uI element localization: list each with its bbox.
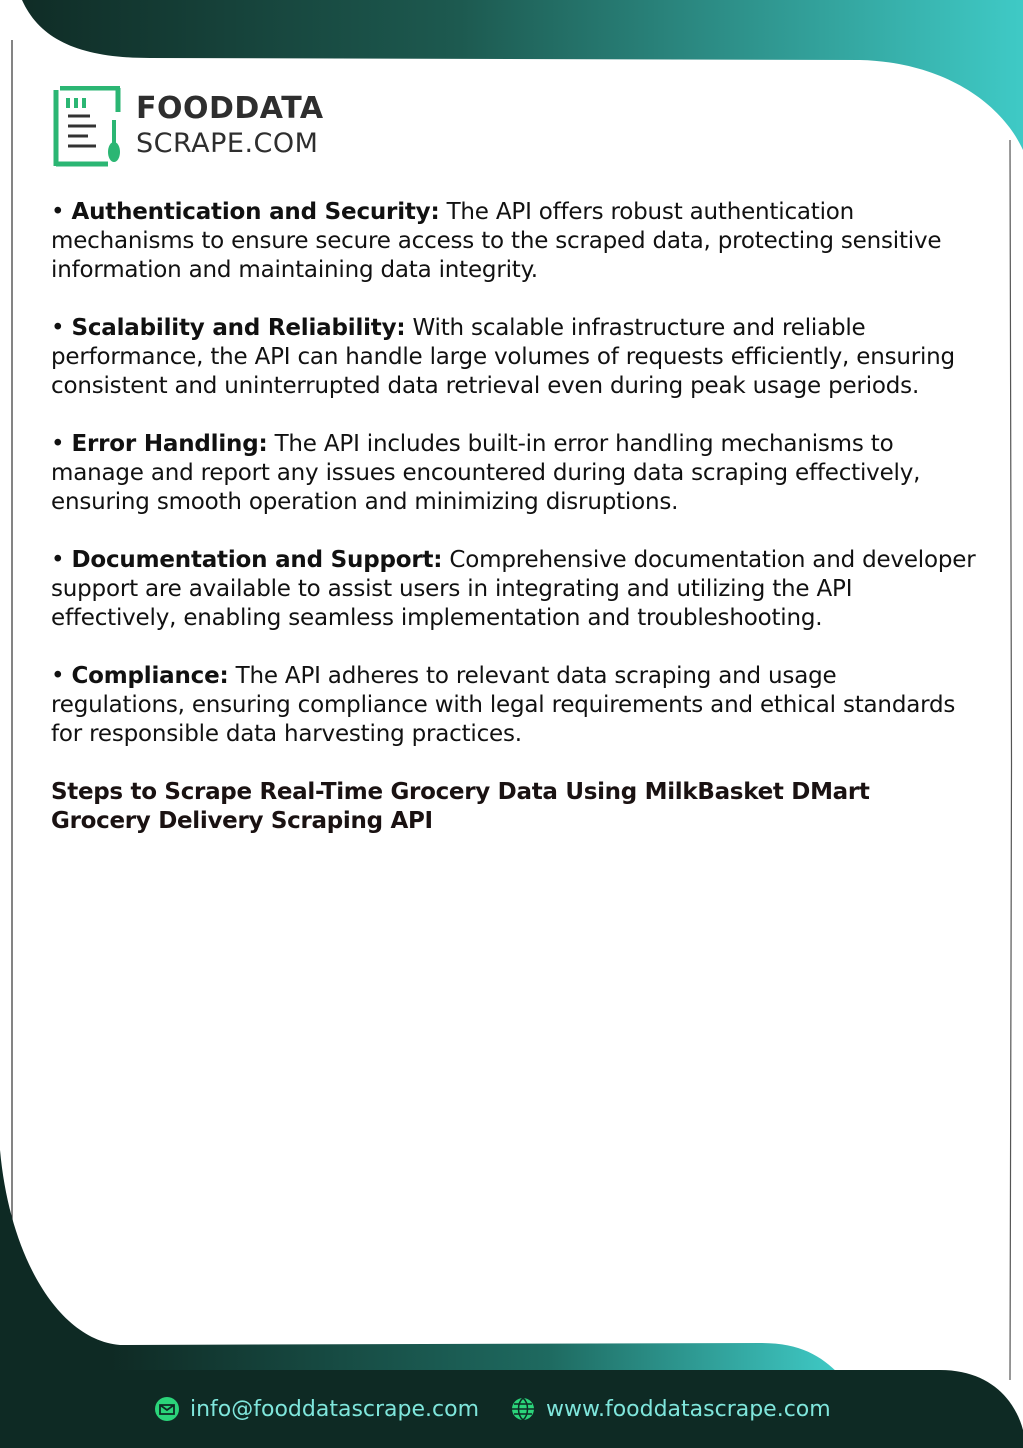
email-icon (154, 1396, 180, 1422)
bullet: • (51, 431, 65, 457)
email-link[interactable] (154, 1396, 479, 1422)
email-text: info@fooddatascrape.com (190, 1396, 480, 1422)
footer (0, 1388, 1023, 1432)
item-title: Documentation and Support: (71, 547, 443, 573)
item-text: With scalable infrastructure and reliable performance, the API can handle large volumes of requests efficiently, ensuring consistent and uninterrupted data retrieval even during peak usage periods. (51, 315, 955, 399)
list-item (51, 198, 976, 285)
item-text: Comprehensive documentation and developer support are available to assist users in integrating and utilizing the API effectively, enabling seamless implementation and troubleshooting. (51, 547, 976, 631)
bullet: • (51, 663, 65, 689)
item-title: Scalability and Reliability: (71, 315, 406, 341)
list-item (51, 662, 976, 749)
item-text: The API adheres to relevant data scraping and usage regulations, ensuring compliance with legal requirements and ethical standards for responsible data harvesting practices. (51, 663, 956, 747)
list-item (51, 314, 976, 401)
globe-icon (510, 1396, 536, 1422)
feature-list (51, 198, 976, 836)
brand-name-line2: SCRAPE.COM (136, 128, 319, 159)
section-heading: Steps to Scrape Real-Time Grocery Data Using MilkBasket DMart Grocery Delivery Scraping API (51, 779, 870, 834)
item-text: The API offers robust authentication mechanisms to ensure secure access to the scraped data, protecting sensitive information and maintaining data integrity. (51, 199, 942, 283)
item-text: The API includes built-in error handling mechanisms to manage and report any issues encountered during data scraping effectively, ensuring smooth operation and minimizing disruptions. (51, 431, 921, 515)
website-text: www.fooddatascrape.com (546, 1396, 831, 1422)
list-item (51, 546, 976, 633)
bullet: • (51, 315, 65, 341)
website-link[interactable] (510, 1396, 831, 1422)
brand-logo (52, 86, 352, 170)
item-title: Error Handling: (71, 431, 268, 457)
item-title: Authentication and Security: (71, 199, 440, 225)
bullet: • (51, 199, 65, 225)
list-item (51, 430, 976, 517)
bullet: • (51, 547, 65, 573)
item-title: Compliance: (71, 663, 229, 689)
menu-list-icon (52, 86, 126, 168)
brand-name-line1: FOODDATA (136, 91, 324, 126)
right-border-line (1010, 140, 1012, 1380)
